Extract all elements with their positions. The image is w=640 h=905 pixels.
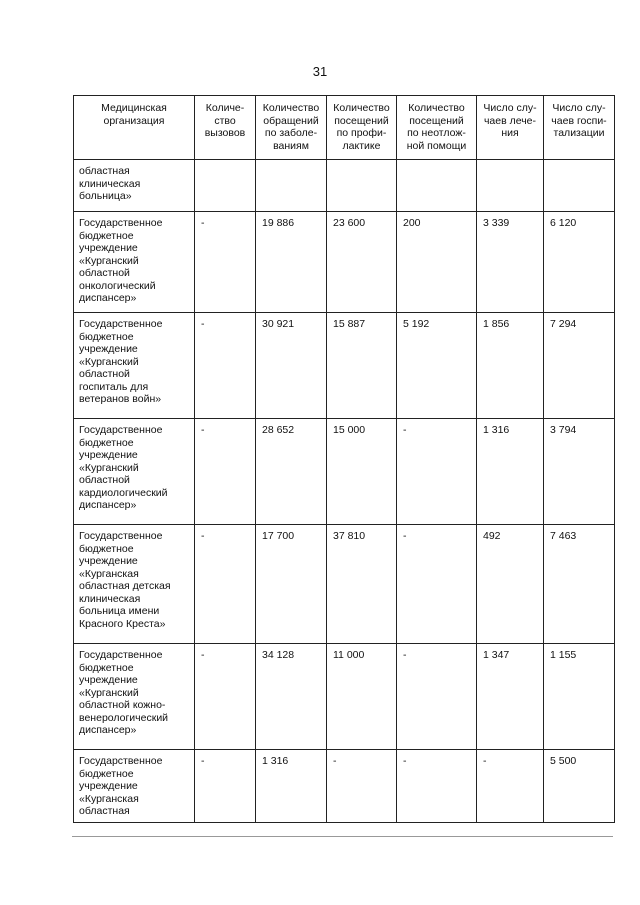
cell-disease-visits: 30 921 <box>256 313 327 419</box>
header-emergency-visits: Количество посещений по неотлож- ной помощи <box>397 96 477 160</box>
cell-calls: - <box>195 212 256 313</box>
cell-calls: - <box>195 644 256 750</box>
cell-organization: Государственное бюджетное учреждение «Курганский областной онкологический диспансер» <box>74 212 195 313</box>
cell-emergency-visits: - <box>397 419 477 525</box>
cell-disease-visits: 1 316 <box>256 750 327 823</box>
cell-organization: Государственное бюджетное учреждение «Курганский областной госпиталь для ветеранов войн» <box>74 313 195 419</box>
cell-disease-visits: 19 886 <box>256 212 327 313</box>
cell-prevention-visits: 11 000 <box>327 644 397 750</box>
cell-hospitalization-cases: 3 794 <box>544 419 615 525</box>
header-treatment-cases: Число слу- чаев лече- ния <box>477 96 544 160</box>
header-organization: Медицинская организация <box>74 96 195 160</box>
cell-prevention-visits: 37 810 <box>327 525 397 644</box>
table-bottom-rule <box>72 836 613 837</box>
table-row <box>74 419 615 525</box>
header-prevention-visits: Количество посещений по профи- лактике <box>327 96 397 160</box>
cell-hospitalization-cases: 7 294 <box>544 313 615 419</box>
cell-treatment-cases: 3 339 <box>477 212 544 313</box>
header-disease-visits: Количество обращений по заболе- ваниям <box>256 96 327 160</box>
cell-hospitalization-cases: 7 463 <box>544 525 615 644</box>
table-row <box>74 313 615 419</box>
cell-calls: - <box>195 419 256 525</box>
table-row <box>74 160 615 212</box>
cell-prevention-visits <box>327 160 397 212</box>
table-row <box>74 525 615 644</box>
page-number: 31 <box>312 64 328 79</box>
cell-treatment-cases: 1 347 <box>477 644 544 750</box>
table-row <box>74 212 615 313</box>
cell-calls: - <box>195 750 256 823</box>
cell-emergency-visits: 5 192 <box>397 313 477 419</box>
cell-calls: - <box>195 525 256 644</box>
cell-hospitalization-cases: 1 155 <box>544 644 615 750</box>
cell-treatment-cases: - <box>477 750 544 823</box>
cell-disease-visits: 28 652 <box>256 419 327 525</box>
cell-emergency-visits: - <box>397 644 477 750</box>
cell-emergency-visits <box>397 160 477 212</box>
cell-calls: - <box>195 313 256 419</box>
cell-hospitalization-cases: 6 120 <box>544 212 615 313</box>
table-row <box>74 644 615 750</box>
cell-disease-visits: 17 700 <box>256 525 327 644</box>
cell-hospitalization-cases: 5 500 <box>544 750 615 823</box>
cell-hospitalization-cases <box>544 160 615 212</box>
cell-treatment-cases: 1 856 <box>477 313 544 419</box>
cell-prevention-visits: 15 887 <box>327 313 397 419</box>
cell-organization: Государственное бюджетное учреждение «Курганский областной кожно- венерологический диспансер» <box>74 644 195 750</box>
cell-organization: областная клиническая больница» <box>74 160 195 212</box>
cell-treatment-cases: 1 316 <box>477 419 544 525</box>
table-row <box>74 750 615 823</box>
cell-disease-visits <box>256 160 327 212</box>
hospital-statistics-table <box>73 95 615 823</box>
cell-emergency-visits: 200 <box>397 212 477 313</box>
cell-prevention-visits: 23 600 <box>327 212 397 313</box>
cell-prevention-visits: - <box>327 750 397 823</box>
table-header-row <box>74 96 615 160</box>
cell-treatment-cases <box>477 160 544 212</box>
header-hospitalization-cases: Число слу- чаев госпи- тализации <box>544 96 615 160</box>
cell-disease-visits: 34 128 <box>256 644 327 750</box>
cell-emergency-visits: - <box>397 750 477 823</box>
cell-organization: Государственное бюджетное учреждение «Курганская областная <box>74 750 195 823</box>
cell-organization: Государственное бюджетное учреждение «Курганская областная детская клиническая больница имени Красного Креста» <box>74 525 195 644</box>
cell-calls <box>195 160 256 212</box>
cell-organization: Государственное бюджетное учреждение «Курганский областной кардиологический диспансер» <box>74 419 195 525</box>
cell-emergency-visits: - <box>397 525 477 644</box>
header-calls: Количе- ство вызовов <box>195 96 256 160</box>
cell-prevention-visits: 15 000 <box>327 419 397 525</box>
cell-treatment-cases: 492 <box>477 525 544 644</box>
